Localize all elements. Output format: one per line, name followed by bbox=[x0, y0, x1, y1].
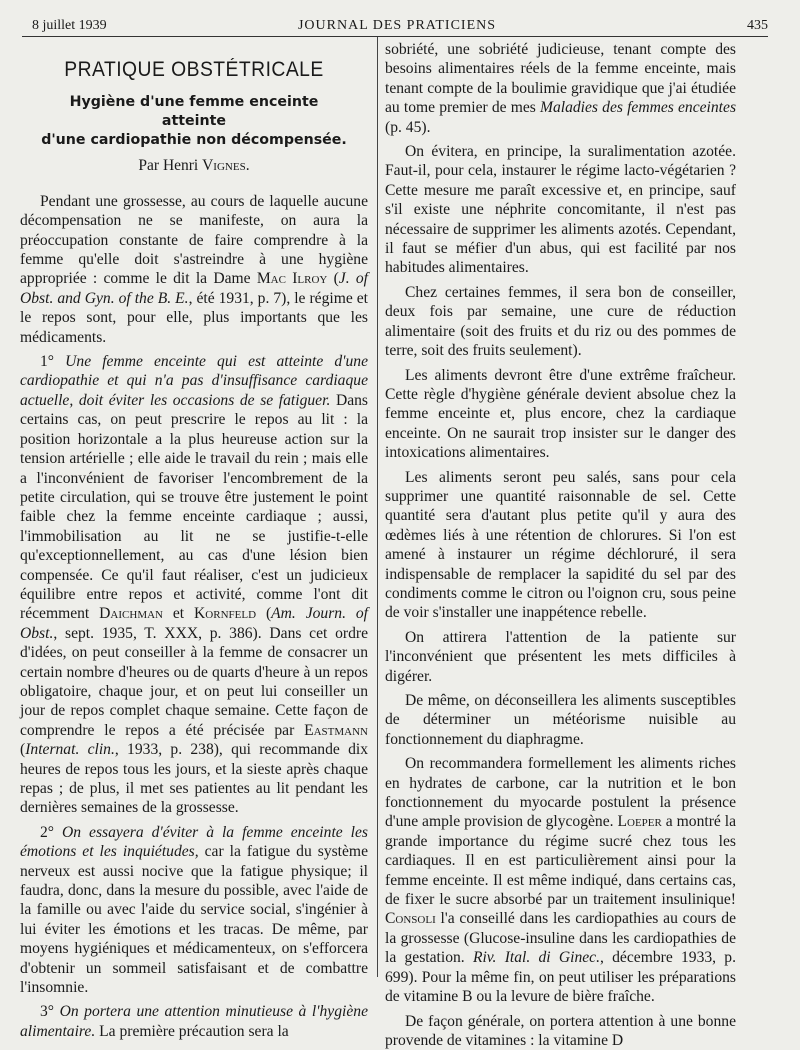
author-ref: Kornfeld bbox=[194, 605, 256, 622]
byline-prefix: Par Henri bbox=[138, 157, 198, 174]
citation: Riv. Ital. di Ginec. bbox=[473, 949, 600, 966]
rule-heading: On portera une attention minutieuse à l'hygiène alimentaire. bbox=[20, 1003, 368, 1039]
paragraph-emotions: 2° On essayera d'éviter à la femme enceinte les émotions et les inquiétudes, car la fatigue du système nerveux est aussi nocive que la fatigue physique; il faudra, donc, dans la mesure du possible, avec l'aide de la famille ou avec l'aide du service social, s'ingénier à lui éviter les émotions et les tracas. De même, par moyens hygiéniques et médicamenteux, on s'efforcera d'obtenir un sommeil satisfaisant et de combattre l'insomnie. bbox=[20, 823, 368, 998]
paragraph-carbohydrates: On recommandera formellement les aliments riches en hydrates de carbone, car la nutrition et le bon fonctionnement du myocarde postulent la présence d'une ample provision de glycogène. Loeper a montré la grande importance du régime sucré chez tous les cardiaques. Il en est particulièrement ainsi pour la femme enceinte. Il est même indiqué, dans certains cas, de fixer le sucre absorbé par un traitement insulinique! Consoli l'a conseillé dans les cardiopathies au cours de la grossesse (Glucose-insuline dans les cardiopathies de la gestation. Riv. Ital. di Ginec., décembre 1933, p. 699). Pour la même fin, on peut utiliser les préparations de vitamine B ou la levure de bière fraîche. bbox=[385, 754, 736, 1006]
running-header bbox=[26, 14, 768, 34]
left-column bbox=[20, 40, 368, 1041]
header-rule bbox=[22, 36, 768, 37]
paragraph-freshness: Les aliments devront être d'une extrême fraîcheur. Cette règle d'hygiène générale devient absolue chez la femme enceinte et, plus encore, chez la cardiaque enceinte. On ne saurait trop insister sur le danger des intoxications alimentaires. bbox=[385, 366, 736, 463]
author-ref: Daichman bbox=[99, 605, 163, 622]
paragraph-reduction-cure: Chez certaines femmes, il sera bon de conseiller, deux fois par semaine, une cure de réduction alimentaire (soit des fruits et du riz ou des pommes de terre, soit des fruits seulement). bbox=[385, 283, 736, 361]
paragraph-rest: 1° Une femme enceinte qui est atteinte d'une cardiopathie et qui n'a pas d'insuffisance cardiaque actuelle, doit éviter les occasions de se fatiguer. Dans certains cas, on peut prescrire le repos au lit : la position horizontale a la plus heureuse action sur la tension artérielle ; elle aide le travail du rein ; mais elle a l'inconvénient de favoriser l'encombrement de la petite circulation, qui se trouve être justement le point faible chez la femme enceinte cardiaque ; aussi, l'immobilisation au lit ne se justifie-t-elle qu'exceptionnellement, au cas d'une lésion bien compensée. Ce qu'il faut réaliser, c'est un judicieux équilibre entre repos et activité, comme l'ont dit récemment Daichman et Kornfeld (Am. Journ. of Obst., sept. 1935, T. XXX, p. 386). Dans cet ordre d'idées, on peut conseiller à la femme de consacrer un certain nombre d'heures ou de quarts d'heure à un repos obligatoire, chaque jour, et on peut lui conseiller un jour de repos complet chaque semaine. Cette façon de comprendre le repos a été précisée par Eastmann (Internat. clin., 1933, p. 238), qui recommande dix heures de repos tous les jours, et la sieste après chaque repas ; de plus, il met ses patientes au lit pendant les dernières semaines de la grossesse. bbox=[20, 352, 368, 818]
citation: Am. Journ. of Obst. bbox=[20, 605, 368, 641]
paragraph-nitrogen: On évitera, en principe, la suralimentation azotée. Faut-il, pour cela, instaurer le régime lacto-végétarien ? Cette mesure me paraît excessive et, en principe, sauf s'il existe une néphrite concomitante, il n'est pas nécessaire de supprimer les aliments azotés. Cependant, il faut se méfier d'un abus, qui est facilité par nos habitudes alimentaires. bbox=[385, 142, 736, 278]
rule-heading: On essayera d'éviter à la femme enceinte les émotions et les inquiétudes, bbox=[20, 824, 368, 860]
paragraph-sobriety: sobriété, une sobriété judicieuse, tenant compte des besoins alimentaires réels de la femme enceinte, mais tenant compte de la boulimie gravidique que j'ai étudiée au tome premier de mes Maladies des femmes enceintes (p. 45). bbox=[385, 40, 736, 137]
citation: Maladies des femmes enceintes bbox=[540, 99, 736, 116]
header-page-number: 435 bbox=[747, 18, 768, 34]
byline bbox=[20, 156, 368, 175]
paragraph-diet-intro: 3° On portera une attention minutieuse à l'hygiène alimentaire. La première précaution sera la bbox=[20, 1002, 368, 1041]
paragraph-meteorism: De même, on déconseillera les aliments susceptibles de déterminer un météorisme nuisible au fonctionnement du diaphragme. bbox=[385, 691, 736, 749]
citation: Internat. clin. bbox=[25, 741, 115, 758]
citation: J. of Obst. and Gyn. of the B. E. bbox=[20, 270, 368, 306]
section-title: PRATIQUE OBSTÉTRICALE bbox=[34, 60, 354, 79]
paragraph-salt: Les aliments seront peu salés, sans pour cela supprimer une quantité raisonnable de sel. Cette quantité sera d'autant plus petite qu'il y aura des œdèmes liés à une rétention de chlorures. Si l'on est amené à instaurer un régime déchloruré, il sera indispensable de remplacer la sapidité du sel par des condiments comme le citron ou l'oignon cru, sous peine de voir s'installer une inappétence rebelle. bbox=[385, 468, 736, 623]
author-ref: Eastmann bbox=[304, 722, 368, 739]
header-journal-title: JOURNAL DES PRATICIENS bbox=[26, 18, 768, 34]
article-title-line-3: d'une cardiopathie non décompensée. bbox=[20, 131, 368, 150]
article-title-line-1: Hygiène d'une femme enceinte bbox=[20, 93, 368, 112]
paragraph-intro: Pendant une grossesse, au cours de laquelle aucune décompensation ne se manifeste, on aura la préoccupation constante de faire comprendre à la femme qu'elle doit s'astreindre à une hygiène appropriée : comme le dit la Dame Mac Ilroy (J. of Obst. and Gyn. of the B. E., été 1931, p. 7), le régime et le repos sont, pour elle, plus importants que les médicaments. bbox=[20, 192, 368, 347]
paragraph-indigestible: On attirera l'attention de la patiente sur l'inconvénient que présentent les mets difficiles à digérer. bbox=[385, 628, 736, 686]
byline-author: Vignes. bbox=[202, 157, 249, 174]
author-ref: Consoli bbox=[385, 910, 436, 927]
right-column bbox=[385, 40, 736, 1050]
rule-heading: Une femme enceinte qui est atteinte d'une cardiopathie et qui n'a pas d'insuffisance cardiaque actuelle, doit éviter les occasions de se fatiguer. bbox=[20, 353, 368, 409]
paragraph-vitamins: De façon générale, on portera attention à une bonne provende de vitamines : la vitamine D bbox=[385, 1012, 736, 1050]
column-divider bbox=[377, 37, 378, 977]
author-ref: Mac Ilroy bbox=[257, 270, 328, 287]
header-date: 8 juillet 1939 bbox=[32, 18, 107, 34]
author-ref: Loeper bbox=[617, 813, 661, 830]
article-title-line-2: atteinte bbox=[20, 112, 368, 131]
